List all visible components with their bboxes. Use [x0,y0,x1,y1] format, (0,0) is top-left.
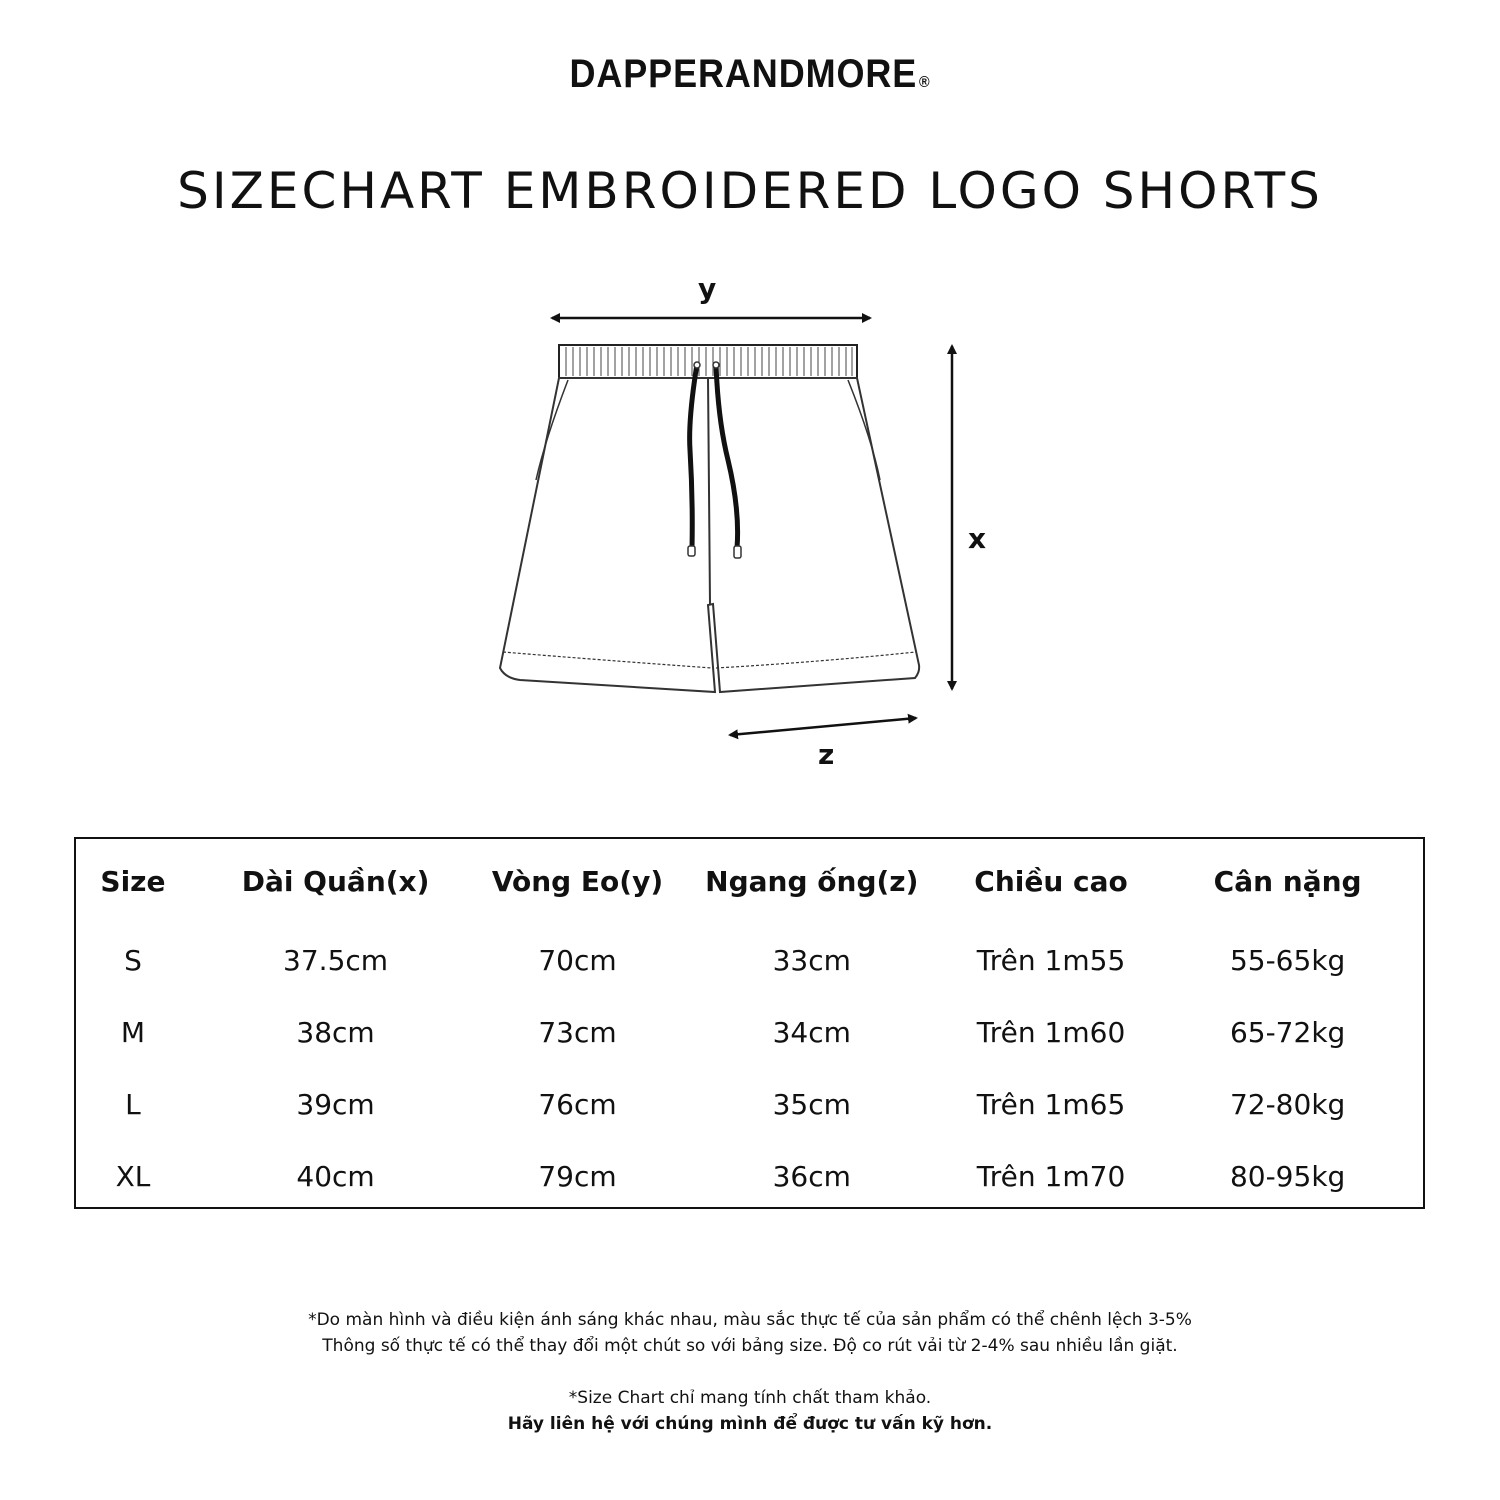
shorts-illustration [0,260,1500,780]
table-row [76,1068,1423,1140]
cell-weight: 72-80kg [1229,1087,1346,1121]
cell-length: 39cm [296,1087,375,1121]
page-title: SIZECHART EMBROIDERED LOGO SHORTS [177,162,1323,220]
cell-leg-opening: 36cm [772,1159,851,1193]
table-header-row [76,839,1423,924]
cell-length: 38cm [296,1015,375,1049]
size-table [74,837,1425,1209]
table-row [76,1140,1423,1212]
cell-waist: 70cm [538,943,617,977]
cell-waist: 76cm [538,1087,617,1121]
note-contact: Hãy liên hệ với chúng mình để được tư vấn kỹ hơn. [507,1414,993,1434]
header-waist: Vòng Eo(y) [491,864,664,898]
brand-name: DAPPERANDMORE [569,52,918,96]
cell-size: XL [115,1159,151,1193]
notes [0,1307,1500,1437]
cell-waist: 79cm [538,1159,617,1193]
table-row [76,996,1423,1068]
cell-weight: 65-72kg [1229,1015,1346,1049]
header-length: Dài Quần(x) [241,864,430,898]
cell-length: 40cm [296,1159,375,1193]
cell-leg-opening: 33cm [772,943,851,977]
table-row [76,924,1423,996]
cell-weight: 55-65kg [1229,943,1346,977]
cell-height: Trên 1m70 [976,1159,1126,1193]
cell-waist: 73cm [538,1015,617,1049]
shorts-body [500,378,919,692]
waistband [559,345,857,378]
cell-height: Trên 1m65 [976,1087,1126,1121]
waist-dimension-label: y [698,272,717,305]
cell-size: M [120,1015,146,1049]
header-size: Size [100,864,166,898]
cell-height: Trên 1m60 [976,1015,1126,1049]
cell-length: 37.5cm [283,943,389,977]
header-height: Chiều cao [974,864,1128,898]
cell-leg-opening: 35cm [772,1087,851,1121]
cell-leg-opening: 34cm [772,1015,851,1049]
length-dimension-label: x [968,522,987,555]
brand-logo [75,52,1425,97]
size-table-grid [76,839,1423,1212]
registered-mark: ® [919,74,931,91]
leg-opening-arrow [730,718,916,735]
cell-weight: 80-95kg [1229,1159,1346,1193]
note-measurement-disclaimer: Thông số thực tế có thể thay đổi một chút so với bảng size. Độ co rút vải từ 2-4% sau nhiều lần giặt. [322,1336,1178,1356]
note-reference-only: *Size Chart chỉ mang tính chất tham khảo. [568,1388,932,1408]
cell-size: S [124,943,142,977]
shorts-diagram [0,260,1500,780]
note-color-disclaimer: *Do màn hình và điều kiện ánh sáng khác nhau, màu sắc thực tế của sản phẩm có thể chênh lệch 3-5% [308,1310,1192,1330]
leg-opening-dimension-label: z [818,738,835,771]
cell-height: Trên 1m55 [976,943,1126,977]
header-leg-opening: Ngang ống(z) [705,864,919,898]
cell-size: L [125,1087,141,1121]
header-weight: Cân nặng [1213,864,1362,898]
